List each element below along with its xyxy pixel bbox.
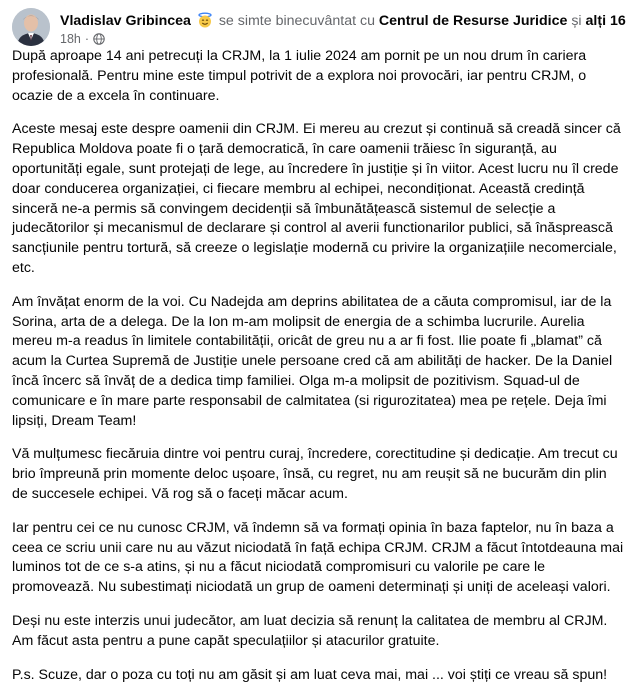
post-paragraph: Vă mulțumesc fiecăruia dintre voi pentru curaj, încredere, corectitudine și dedicație. Am trecut cu brio împreună prin momente deloc ușoare, însă, cu regret, nu am reușit să ne bucurăm din plin de succesele echipei. Vă rog să o faceți măcar acum. (12, 446, 618, 502)
meta-separator: · (84, 32, 90, 46)
post-paragraph: După aproape 14 ani petrecuți la CRJM, la 1 iulie 2024 am pornit pe un nou drum în cariera profesională. Pentru mine este timpul potrivit de a explora noi provocări, iar pentru CRJM, o ocazie de a excela în continuare. (12, 48, 587, 104)
post-body (12, 47, 624, 699)
post-header (12, 8, 628, 48)
post-meta (60, 32, 105, 46)
feeling-text: se simte binecuvântat cu (218, 13, 375, 29)
post-paragraph: Am învățat enorm de la voi. Cu Nadejda am deprins abilitatea de a căuta compromisul, iar de la Sorina, arta de a delega. De la Ion m-am molipsit de energia de a schimba lucrurile. Aurelia mereu m-a readus în limitele contabilității, oricât de greu nu a ar fi fost. Ilie poate fi „blamat” că acum la Curtea Supremă de Justiție unele persoane cred că am abilități de hacker. De la Daniel încă încerc să învăț de a dedica timp familiei. Olga m-a molipsit de pozitivism. Squad-ul de comunicare e în mare parte responsabil de calmitatea (si rigurozitatea) mea pe rețele. Deja îmi lipsiți, Dream Team! (12, 293, 613, 429)
author-line (60, 12, 626, 30)
post-paragraph: Deși nu este interzis unui judecător, am luat decizia să renunț la calitatea de membru al CRJM. Am făcut asta pentru a pune capăt speculațiilor și atacurilor gratuite. (12, 612, 608, 649)
post-paragraph: Aceste mesaj este despre oamenii din CRJM. Ei mereu au crezut și continuă să creadă sincer că Republica Moldova poate fi o țară democratică, în care oamenii trăiesc în siguranță, au oportunități egale, sunt protejați de lege, au încredere în justiție și în viitor. Acest lucru nu îl crede doar conducerea organizației, ci fiecare membru al echipei, necondiționat. Această credință sinceră ne-a permis să convingem decidenții să îmbunătățească sistemul de selecție a judecătorilor și mecanismul de declarare și control al averii functionarilor publici, să înăsprească sancțiunile pentru tortură, să creeze o legislație modernă cu privire la organizațiile necomerciale, etc. (12, 121, 621, 276)
tagged-others[interactable]: alți 16 (585, 13, 626, 29)
tagged-organization[interactable]: Centrul de Resurse Juridice (378, 13, 568, 29)
and-text: și (571, 13, 582, 29)
smiling-face-with-halo-icon (197, 12, 213, 28)
post-timestamp[interactable]: 18h (60, 32, 81, 46)
avatar[interactable] (12, 8, 50, 46)
post-paragraph: Iar pentru cei ce nu cunosc CRJM, vă îndemn să va formați opinia în baza faptelor, nu în baza a ceea ce scriu unii care nu au văzut niciodată în față echipa CRJM. CRJM a făcut întotdeauna mai luminos tot de ce s-a atins, și nu a făcut niciodată compromisuri cu valorile pe care le promovează. Nu subestimați niciodată un grup de oameni determinați și uniți de aceleași valori. (12, 519, 624, 596)
avatar-portrait (12, 8, 50, 46)
globe-icon[interactable] (93, 33, 105, 45)
author-name[interactable]: Vladislav Gribincea (60, 13, 191, 29)
post-paragraph: P.s. Scuze, dar o poza cu toți nu am găsit și am luat ceva mai, mai ... voi știți ce vreau să spun! (12, 666, 608, 683)
